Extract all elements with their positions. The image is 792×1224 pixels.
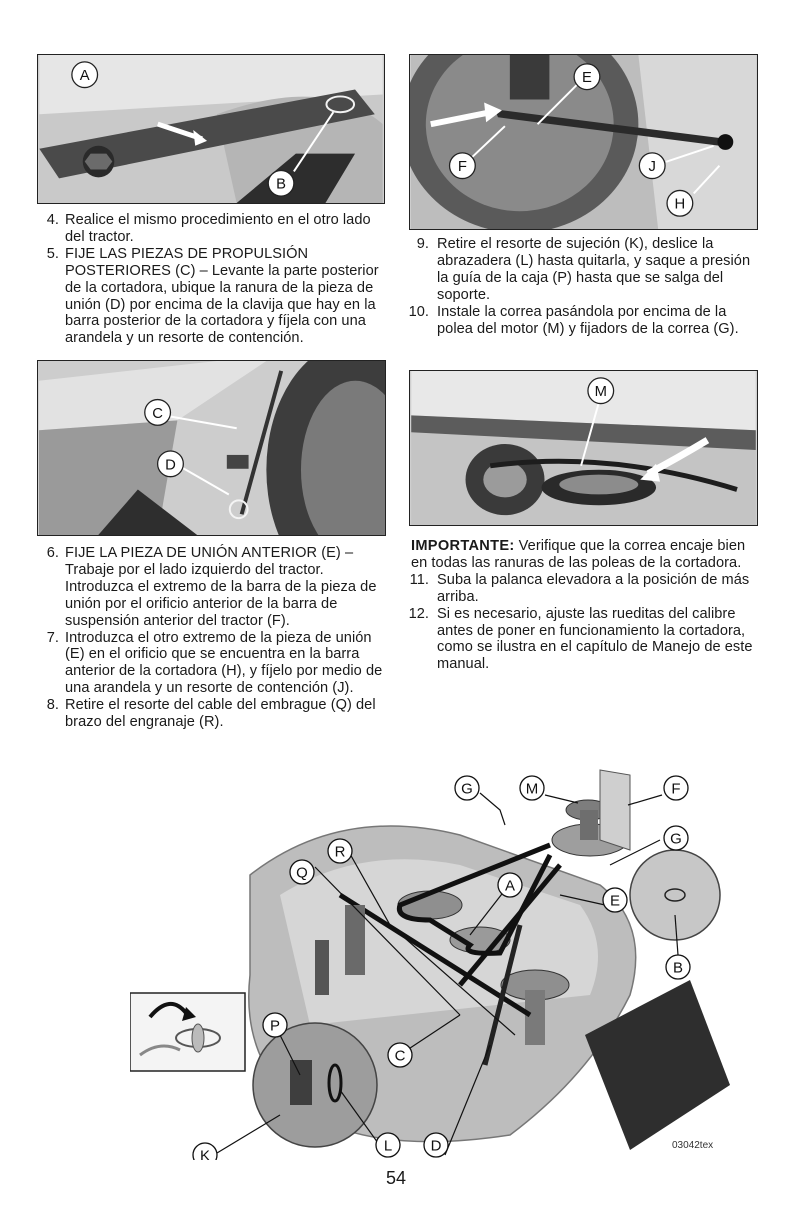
callout-label: E [609,892,621,910]
callout-label: R [334,843,346,861]
callout-label: G [670,830,682,848]
figure-5-illustration [130,755,760,1160]
callout-label: H [674,196,686,213]
figure-2-illustration [410,55,757,229]
callout-label: D [165,457,176,474]
step-9: 9. Retire el resorte de sujeción (K), deslice la abrazadera (L) hasta quitarla, y saque a presión la guía de la caja (P) hasta que se salga del soporte. [416,236,751,303]
callout-label: G [461,780,473,798]
callout-label: K [199,1147,211,1160]
callout-label: B [672,959,684,977]
figure-lift-link-rear [37,54,385,204]
callout-label: C [394,1047,406,1065]
page-number: 54 [385,1168,407,1188]
step-12: 12. Si es necesario, ajuste las rueditas del calibre antes de poner en funcionamiento la cortadora, como se ilustra en el capítulo de Manejo de este manual. [408,605,753,673]
step-5: 5. FIJE LAS PIEZAS DE PROPULSIÓN POSTERIORES (C) – Levante la parte posterior de la cortadora, ubique la ranura de la pieza de unión (D) por encima de la clavija que hay en la barra posterior de la cortadora y fíjela con una arandela y un resorte de contención. [46,245,379,347]
figure-4-illustration [410,371,757,525]
callout-label: A [79,68,90,85]
callout-label: M [525,780,539,798]
step-10: 10. Instale la correa pasándola por encima de la polea del motor (M) y fijadors de la correa (G). [408,303,739,337]
callout-label: L [383,1137,393,1155]
steps-6-8 [39,545,389,731]
callout-label: B [276,176,286,193]
callout-label: F [671,780,681,798]
figure-mower-deck [130,755,760,1160]
callout-label: J [648,159,656,176]
figure-front-link [409,54,758,230]
callout-label: D [430,1137,442,1155]
step-8: 8. Retire el resorte del cable del embrague (Q) del brazo del engranaje (R). [46,697,376,731]
important-note [411,538,759,572]
callout-label: C [152,405,163,422]
important-text: Verifique que la correa encaje bien en todas las ranuras de las poleas de la cortadora. [411,538,746,571]
step-7: 7. Introduzca el otro extremo de la pieza de unión (E) en el orificio que se encuentra en la barra anterior de la cortadora (H), y fíjelo por medio de una arandela y un resorte de contención (J). [46,629,383,697]
figure-code: 03042tex [672,1140,714,1151]
callout-label: Q [296,864,308,882]
important-and-steps-11-12 [408,538,759,673]
figure-1-illustration [38,55,384,203]
figure-3-illustration [38,361,385,535]
step-4: 4. Realice el mismo procedimiento en el otro lado del tractor. [46,212,371,245]
steps-4-5 [39,212,389,347]
figure-rear-link [37,360,386,536]
callout-label: F [457,159,467,176]
step-6: 6. FIJE LA PIEZA DE UNIÓN ANTERIOR (E) – Trabaje por el lado izquierdo del tractor. Introduzca el extremo de la barra de la pieza de unión por el orificio anterior de la barra de suspensión anterior del tractor (F). [46,545,377,629]
steps-9-10 [408,236,759,337]
callout-label: M [594,384,607,401]
figure-engine-pulley [409,370,758,526]
callout-label: E [582,70,592,87]
callout-label: P [269,1017,281,1035]
callout-label: A [504,877,516,895]
step-11: 11. Suba la palanca elevadora a la posición de más arriba. [409,571,750,605]
important-label: IMPORTANTE: [411,538,515,554]
